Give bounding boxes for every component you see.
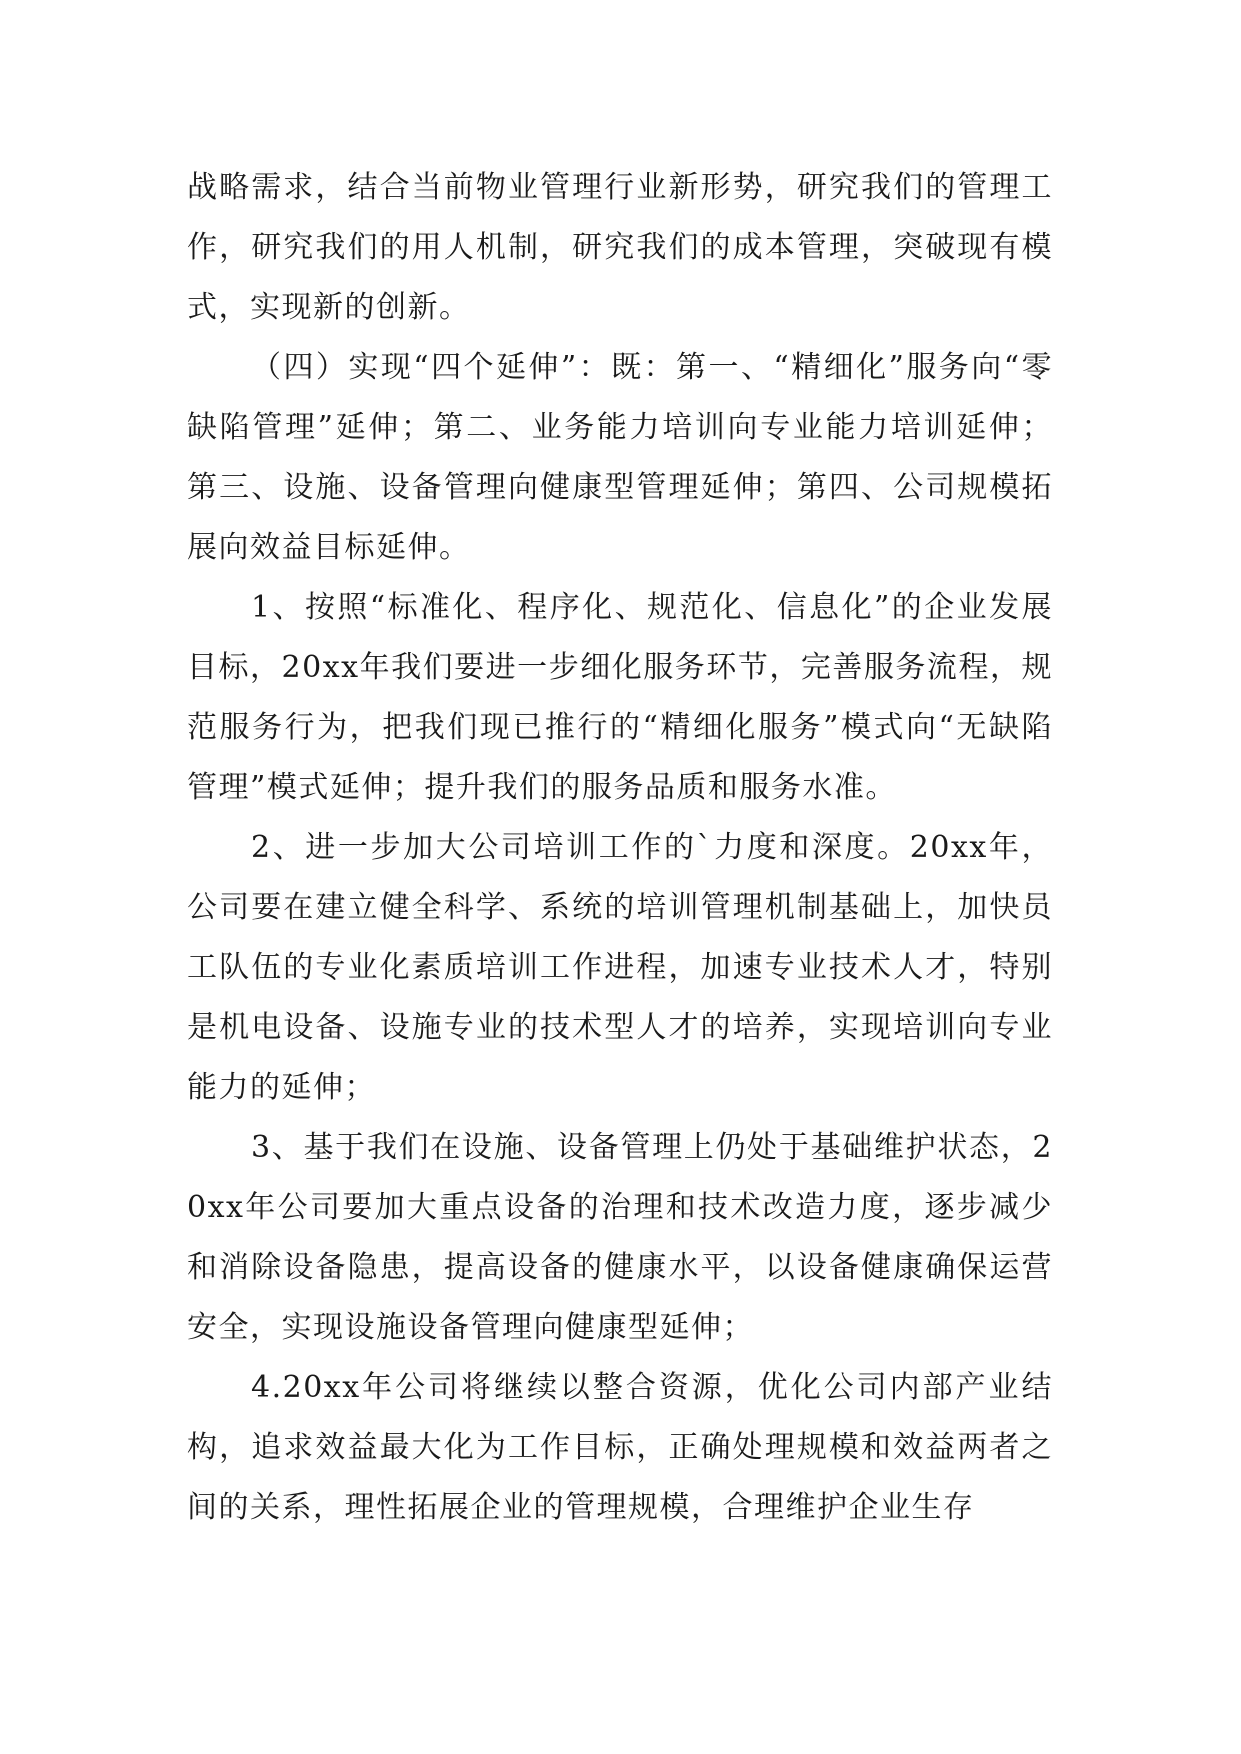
paragraph-3: 1、按照“标准化、程序化、规范化、信息化”的企业发展目标，20xx年我们要进一步细化服务环节，完善服务流程，规范服务行为，把我们现已推行的“精细化服务”模式向“无缺陷管理”模式延伸；提升我们的服务品质和服务水准。 (187, 590, 1053, 805)
paragraph-4: 2、进一步加大公司培训工作的`力度和深度。20xx年，公司要在建立健全科学、系统的培训管理机制基础上，加快员工队伍的专业化素质培训工作进程，加速专业技术人才，特别是机电设备、设施专业的技术型人才的培养，实现培训向专业能力的延伸； (187, 830, 1053, 1105)
paragraph-2: （四）实现“四个延伸”：既：第一、“精细化”服务向“零缺陷管理”延伸；第二、业务能力培训向专业能力培训延伸；第三、设施、设备管理向健康型管理延伸；第四、公司规模拓展向效益目标延伸。 (187, 350, 1053, 565)
paragraph-6: 4.20xx年公司将继续以整合资源，优化公司内部产业结构，追求效益最大化为工作目标，正确处理规模和效益两者之间的关系，理性拓展企业的管理规模，合理维护企业生存 (187, 1370, 1053, 1525)
paragraph-5: 3、基于我们在设施、设备管理上仍处于基础维护状态，20xx年公司要加大重点设备的治理和技术改造力度，逐步减少和消除设备隐患，提高设备的健康水平，以设备健康确保运营安全，实现设施设备管理向健康型延伸； (187, 1130, 1053, 1345)
paragraph-1: 战略需求，结合当前物业管理行业新形势，研究我们的管理工作，研究我们的用人机制，研究我们的成本管理，突破现有模式，实现新的创新。 (187, 170, 1053, 325)
document-body (187, 158, 1053, 1538)
